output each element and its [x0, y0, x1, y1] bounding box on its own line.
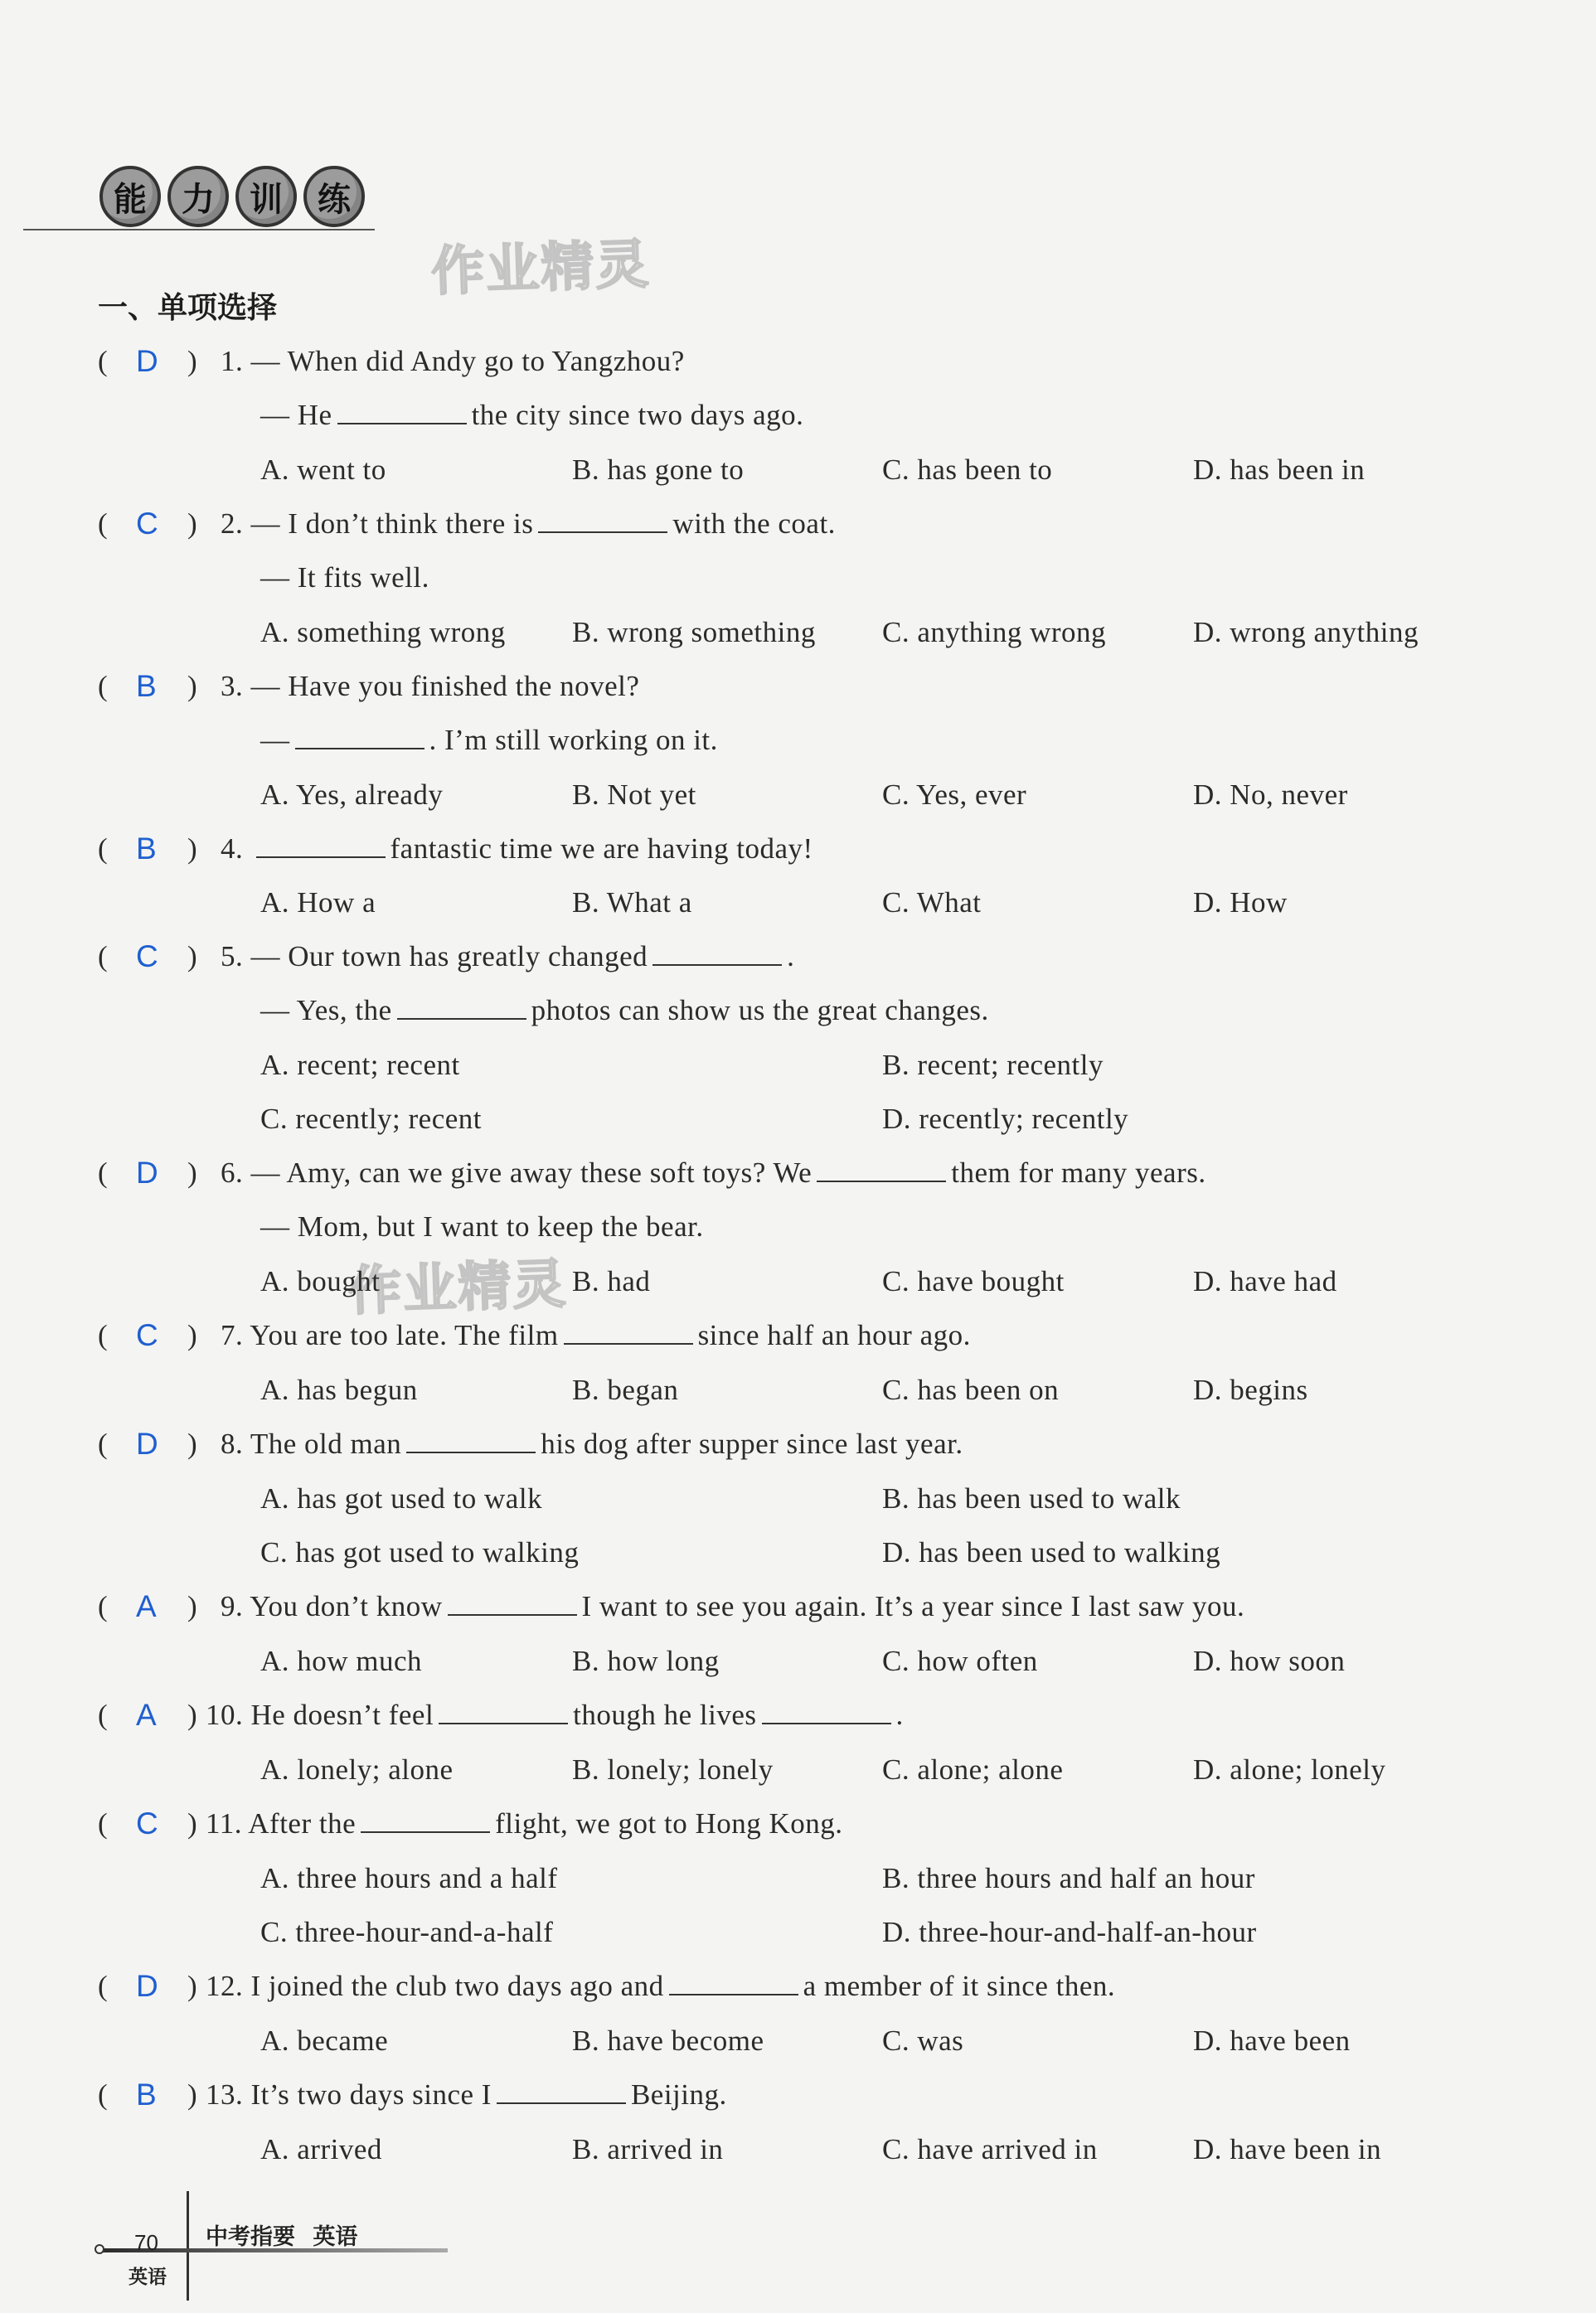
question-stem [221, 1426, 963, 1462]
question-stem [221, 1588, 1244, 1625]
stem-text: — I don’t think there is [250, 507, 534, 540]
question-stem [206, 1697, 904, 1734]
answer-letter: A [136, 1698, 157, 1732]
answer-bracket-close: ) [187, 507, 197, 540]
option: D. have had [1193, 1265, 1337, 1297]
answer-bracket-close: ) [187, 940, 197, 972]
option: A. how much [260, 1645, 423, 1677]
option: B. how long [572, 1645, 720, 1677]
answer-blank [817, 1156, 946, 1182]
answer-letter: C [136, 939, 158, 973]
stem-text: You are too late. The film [250, 1319, 559, 1351]
answer-bracket-open: ( [98, 1428, 108, 1460]
option: C. how often [882, 1645, 1038, 1677]
stem-text: — Yes, the [260, 994, 392, 1026]
option: A. arrived [260, 2133, 382, 2165]
answer-blank [295, 723, 424, 749]
question-number: 12. [206, 1970, 244, 2002]
question-stem [206, 2077, 727, 2113]
answer-bracket-close: ) [187, 1428, 197, 1460]
option: C. has been on [882, 1374, 1060, 1406]
question-stem [221, 343, 685, 380]
page-number: 70 [134, 2230, 158, 2255]
option: A. became [260, 2024, 389, 2057]
answer-bracket-open: ( [98, 507, 108, 540]
option: C. was [882, 2024, 964, 2057]
option: D. has been in [1193, 453, 1366, 486]
question-number: 6. [221, 1156, 244, 1189]
stem-text: photos can show us the great changes. [531, 994, 989, 1026]
answer-blank [406, 1427, 536, 1453]
answer-bracket-open: ( [98, 940, 108, 972]
question-number: 7. [221, 1319, 244, 1351]
option: C. have arrived in [882, 2133, 1098, 2165]
option: A. lonely; alone [260, 1753, 454, 1786]
option: C. Yes, ever [882, 778, 1027, 811]
question-number: 13. [206, 2078, 244, 2111]
option: B. have become [572, 2024, 764, 2057]
question-stem [221, 1317, 971, 1354]
question-number: 3. [221, 670, 244, 702]
stem-text: since half an hour ago. [697, 1319, 971, 1351]
answer-bracket-open: ( [98, 1970, 108, 2002]
answer-bracket-close: ) [187, 670, 197, 702]
answer-blank [361, 1806, 490, 1833]
option: B. recent; recently [882, 1049, 1104, 1081]
answer-bracket-open: ( [98, 1699, 108, 1731]
answer-bracket-close: ) [187, 1699, 197, 1731]
answer-letter: C [136, 507, 158, 541]
option: B. What a [572, 886, 692, 919]
answer-blank [669, 1969, 798, 1995]
answer-blank [762, 1698, 891, 1724]
answer-blank [337, 398, 467, 424]
stem-text: his dog after supper since last year. [541, 1428, 963, 1460]
answer-letter: D [136, 1156, 158, 1190]
stem-text: — Amy, can we give away these soft toys? We [250, 1156, 813, 1189]
question-stem [221, 938, 794, 975]
question-stem: — Mom, but I want to keep the bear. [260, 1210, 704, 1243]
option: B. Not yet [572, 778, 696, 811]
answer-blank [397, 993, 526, 1020]
answer-letter: B [136, 832, 157, 866]
answer-blank [439, 1698, 568, 1724]
answer-letter: A [136, 1589, 157, 1623]
option: B. had [572, 1265, 651, 1297]
footer-divider [187, 2191, 189, 2301]
question-number: 11. [206, 1807, 242, 1840]
stem-text: a member of it since then. [803, 1970, 1116, 2002]
question-stem [221, 1155, 1206, 1191]
option: A. Yes, already [260, 778, 444, 811]
option: C. alone; alone [882, 1753, 1064, 1786]
option: C. What [882, 886, 982, 919]
answer-bracket-close: ) [187, 1319, 197, 1351]
question-number: 10. [206, 1699, 244, 1731]
banner-char: 训 [235, 166, 297, 227]
stem-text: . [787, 940, 795, 972]
answer-letter: D [136, 344, 158, 378]
option: D. have been in [1193, 2133, 1382, 2165]
answer-bracket-close: ) [187, 832, 197, 865]
option: B. arrived in [572, 2133, 724, 2165]
question-stem [260, 992, 989, 1029]
stem-text: the city since two days ago. [471, 399, 804, 431]
answer-letter: C [136, 1806, 158, 1840]
answer-bracket-close: ) [187, 1590, 197, 1622]
answer-blank [448, 1589, 577, 1616]
question-stem [260, 397, 803, 434]
option: D. begins [1193, 1374, 1308, 1406]
question-stem [206, 1806, 843, 1842]
option: D. wrong anything [1193, 616, 1419, 648]
option: A. went to [260, 453, 386, 486]
banner-char: 练 [303, 166, 365, 227]
option: D. how soon [1193, 1645, 1346, 1677]
question-number: 8. [221, 1428, 244, 1460]
option: B. has been used to walk [882, 1482, 1181, 1515]
watermark: 作业精灵 [347, 1253, 569, 1323]
stem-text: It’s two days since I [250, 2078, 492, 2111]
answer-bracket-open: ( [98, 345, 108, 377]
stem-text: — When did Andy go to Yangzhou? [250, 345, 685, 377]
option: B. three hours and half an hour [882, 1862, 1255, 1894]
option: D. No, never [1193, 778, 1348, 811]
question-stem [221, 831, 813, 867]
option: C. has been to [882, 453, 1053, 486]
stem-text: The old man [250, 1428, 402, 1460]
answer-blank [652, 939, 782, 966]
banner-underline [23, 229, 375, 230]
answer-letter: D [136, 1427, 158, 1461]
option: D. alone; lonely [1193, 1753, 1386, 1786]
answer-bracket-open: ( [98, 1156, 108, 1189]
stem-text: . [895, 1699, 904, 1731]
answer-bracket-open: ( [98, 1807, 108, 1840]
option: B. wrong something [572, 616, 816, 648]
answer-bracket-open: ( [98, 1590, 108, 1622]
option: C. has got used to walking [260, 1536, 580, 1569]
option: D. recently; recently [882, 1103, 1129, 1135]
answer-letter: C [136, 1318, 158, 1352]
answer-blank [564, 1318, 693, 1345]
option: B. has gone to [572, 453, 745, 486]
stem-text: — He [260, 399, 332, 431]
stem-text: though he lives [573, 1699, 757, 1731]
answer-bracket-open: ( [98, 670, 108, 702]
option: B. lonely; lonely [572, 1753, 774, 1786]
stem-text: After the [248, 1807, 357, 1840]
option: A. recent; recent [260, 1049, 460, 1081]
stem-text: . I’m still working on it. [429, 724, 718, 756]
stem-text: fantastic time we are having today! [390, 832, 813, 865]
stem-text: He doesn’t feel [250, 1699, 434, 1731]
watermark: 作业精灵 [429, 234, 652, 303]
answer-blank [497, 2078, 626, 2104]
answer-letter: B [136, 669, 157, 703]
stem-text: You don’t know [250, 1590, 443, 1622]
answer-letter: B [136, 2078, 157, 2112]
banner-char: 力 [167, 166, 229, 227]
stem-text: flight, we got to Hong Kong. [495, 1807, 843, 1840]
question-stem: — It fits well. [260, 561, 429, 594]
question-number: 9. [221, 1590, 244, 1622]
option: C. have bought [882, 1265, 1065, 1297]
option: D. How [1193, 886, 1288, 919]
answer-bracket-open: ( [98, 1319, 108, 1351]
option: D. three-hour-and-half-an-hour [882, 1916, 1257, 1948]
question-stem [221, 506, 836, 542]
subject-label: 英语 [129, 2267, 167, 2288]
answer-bracket-close: ) [187, 345, 197, 377]
question-number: 5. [221, 940, 244, 972]
answer-bracket-close: ) [187, 1970, 197, 2002]
stem-text: — [260, 724, 290, 756]
option: C. recently; recent [260, 1103, 483, 1135]
answer-bracket-close: ) [187, 2078, 197, 2111]
answer-bracket-open: ( [98, 2078, 108, 2111]
option: A. How a [260, 886, 376, 919]
option: B. began [572, 1374, 679, 1406]
option: A. something wrong [260, 616, 506, 648]
answer-bracket-close: ) [187, 1156, 197, 1189]
question-stem [260, 722, 718, 759]
option: A. three hours and a half [260, 1862, 558, 1894]
answer-blank [256, 832, 386, 858]
answer-letter: D [136, 1969, 158, 2003]
banner-char: 能 [99, 166, 161, 227]
stem-text: with the coat. [672, 507, 836, 540]
question-number: 2. [221, 507, 244, 540]
stem-text: — Our town has greatly changed [250, 940, 648, 972]
footer-dot [95, 2244, 104, 2254]
answer-blank [538, 507, 667, 533]
option: D. has been used to walking [882, 1536, 1221, 1569]
question-stem [206, 1968, 1115, 2005]
stem-text: Beijing. [630, 2078, 727, 2111]
book-title: 中考指要 英语 [206, 2224, 358, 2250]
question-stem [221, 668, 639, 705]
answer-bracket-open: ( [98, 832, 108, 865]
option: A. has got used to walk [260, 1482, 543, 1515]
option: C. three-hour-and-a-half [260, 1916, 554, 1948]
stem-text: I joined the club two days ago and [250, 1970, 664, 2002]
question-number: 4. [221, 832, 244, 865]
section-title: 一、单项选择 [98, 291, 278, 325]
stem-text: them for many years. [951, 1156, 1206, 1189]
answer-bracket-close: ) [187, 1807, 197, 1840]
option: A. bought [260, 1265, 381, 1297]
option: D. have been [1193, 2024, 1351, 2057]
stem-text: I want to see you again. It’s a year since I last saw you. [581, 1590, 1245, 1622]
option: C. anything wrong [882, 616, 1107, 648]
stem-text: — Have you finished the novel? [250, 670, 640, 702]
option: A. has begun [260, 1374, 418, 1406]
question-number: 1. [221, 345, 244, 377]
